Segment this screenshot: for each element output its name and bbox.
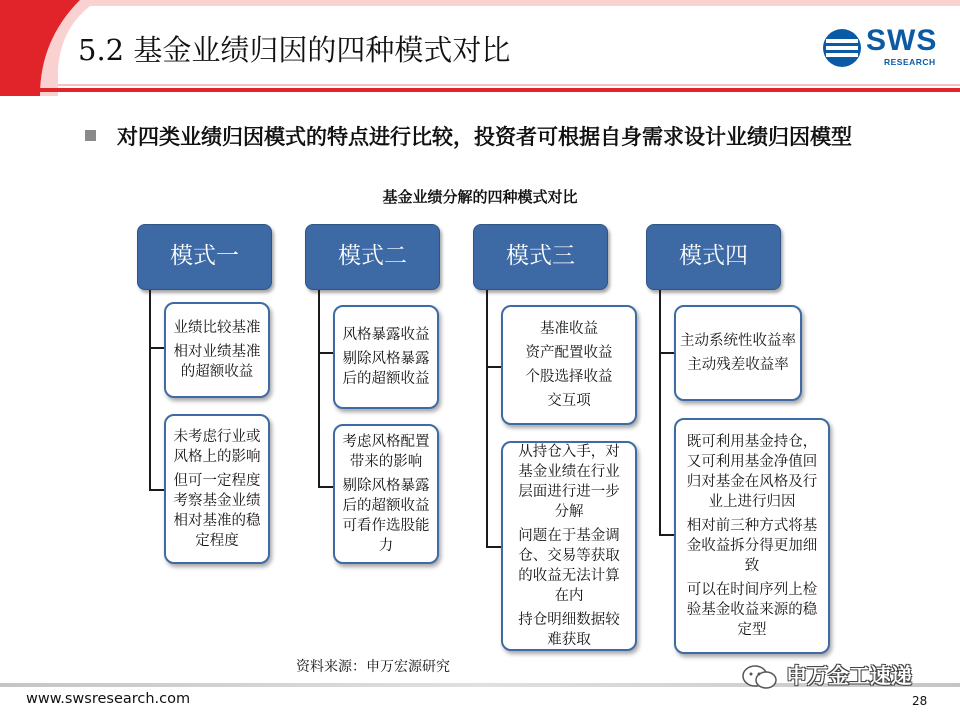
card-item: 风格暴露收益 bbox=[342, 327, 430, 343]
card-item: 持仓明细数据较难获取 bbox=[518, 612, 620, 648]
card-item: 未考虑行业或风格上的影响 bbox=[173, 429, 261, 465]
connector-line bbox=[659, 352, 674, 354]
sws-logo-icon bbox=[822, 28, 862, 68]
connector-line bbox=[486, 290, 488, 547]
mode-4-header: 模式四 bbox=[646, 224, 781, 290]
connector-line bbox=[149, 347, 164, 349]
mode-2-card-1 bbox=[333, 305, 439, 409]
mode-2-card-2 bbox=[333, 424, 439, 564]
connector-line bbox=[149, 489, 164, 491]
connector-line bbox=[659, 290, 661, 535]
card-item: 剔除风格暴露后的超额收益 bbox=[342, 351, 430, 387]
connector-line bbox=[659, 534, 674, 536]
mode-3-header: 模式三 bbox=[473, 224, 608, 290]
card-item: 可以在时间序列上检验基金收益来源的稳定型 bbox=[686, 582, 818, 638]
mode-3-card-2 bbox=[501, 441, 637, 651]
connector-line bbox=[486, 366, 501, 368]
mode-1-header: 模式一 bbox=[137, 224, 272, 290]
mode-4-card-2 bbox=[674, 418, 830, 654]
card-item: 基准收益 bbox=[540, 321, 598, 337]
bullet-square-icon bbox=[85, 130, 96, 141]
source-note: 资料来源：申万宏源研究 bbox=[296, 659, 450, 675]
card-item: 个股选择收益 bbox=[525, 369, 613, 385]
wechat-account-name: 申万金工速递 bbox=[786, 664, 912, 688]
card-item: 既可利用基金持仓，又可利用基金净值回归对基金在风格及行业上进行归因 bbox=[686, 434, 818, 510]
connector-line bbox=[149, 290, 151, 490]
card-item: 问题在于基金调仓、交易等获取的收益无法计算在内 bbox=[518, 528, 620, 604]
footer-url[interactable]: www.swsresearch.com bbox=[26, 691, 191, 707]
card-item: 主动系统性收益率 bbox=[680, 333, 796, 349]
card-item: 相对业绩基准的超额收益 bbox=[173, 344, 261, 380]
card-item: 业绩比较基准 bbox=[173, 320, 261, 336]
mode-3-card-1 bbox=[501, 305, 637, 425]
connector-line bbox=[318, 290, 320, 487]
card-item: 相对前三种方式将基金收益拆分得更加细致 bbox=[686, 518, 818, 574]
card-item: 主动残差收益率 bbox=[687, 357, 789, 373]
mode-1-card-2 bbox=[164, 414, 270, 564]
connector-line bbox=[486, 546, 501, 548]
mode-4-card-1 bbox=[674, 305, 802, 401]
card-item: 从持仓入手，对基金业绩在行业层面进行进一步分解 bbox=[518, 444, 620, 520]
card-item: 但可一定程度考察基金业绩相对基准的稳定程度 bbox=[173, 473, 261, 549]
mode-2-header: 模式二 bbox=[305, 224, 440, 290]
mode-1-card-1 bbox=[164, 302, 270, 398]
logo-subtext: RESEARCH bbox=[884, 57, 936, 67]
connector-line bbox=[318, 486, 333, 488]
card-item: 考虑风格配置带来的影响 bbox=[342, 434, 430, 470]
card-item: 资产配置收益 bbox=[525, 345, 613, 361]
sws-logo bbox=[822, 24, 942, 74]
page-title: 5.2 基金业绩归因的四种模式对比 bbox=[78, 33, 511, 67]
page-number: 28 bbox=[912, 694, 928, 708]
connector-line bbox=[318, 352, 333, 354]
logo-text: SWS bbox=[866, 24, 938, 57]
wechat-icon bbox=[740, 664, 780, 690]
card-item: 剔除风格暴露后的超额收益可看作选股能力 bbox=[342, 478, 430, 554]
figure-title: 基金业绩分解的四种模式对比 bbox=[382, 188, 578, 206]
bullet-text: 对四类业绩归因模式的特点进行比较，投资者可根据自身需求设计业绩归因模型 bbox=[117, 125, 852, 149]
card-item: 交互项 bbox=[547, 393, 591, 409]
